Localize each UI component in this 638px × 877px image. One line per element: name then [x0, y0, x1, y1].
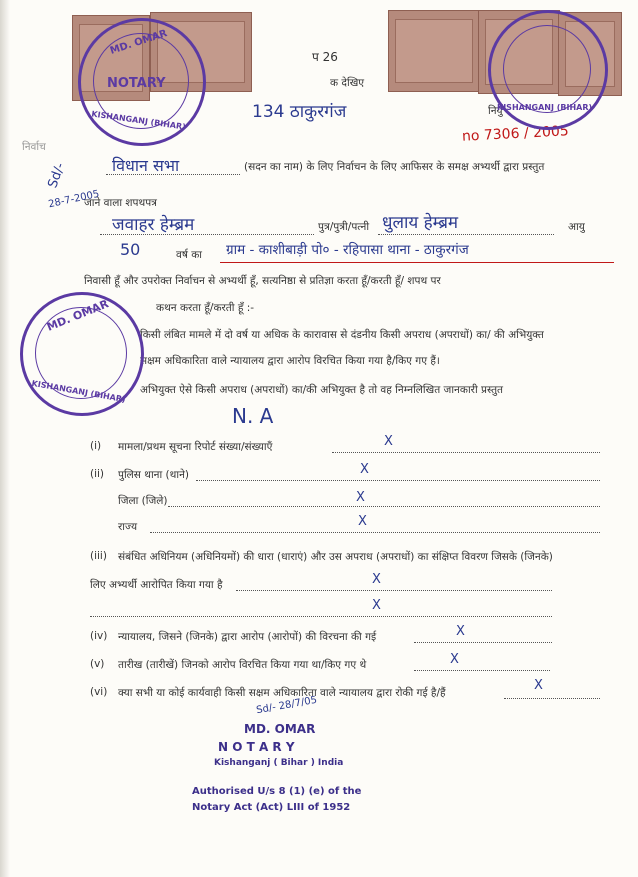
notary-seal-right: KISHANGANJ (BIHAR) — [488, 10, 608, 130]
item-3-num: (iii) — [90, 550, 107, 562]
relation-label: पुत्र/पुत्री/पत्नी — [318, 221, 370, 233]
age-value: 50 — [120, 240, 141, 259]
age-label: आयु — [568, 221, 585, 233]
item-2c-line — [150, 532, 600, 533]
item-5-label: तारीख (तारीखें) जिनको आरोप विरचित किया गया था/किए गए थे — [118, 659, 367, 671]
item-2b-mark: X — [356, 490, 365, 505]
item-2c-mark: X — [358, 514, 367, 529]
item-6-label: क्या सभी या कोई कार्यवाही किसी सक्षम अधिकारिता वाले न्यायालय द्वारा रोकी गई है/हैं — [118, 687, 446, 699]
item-6-line — [504, 698, 600, 699]
item-4-label: न्यायालय, जिसने (जिनके) द्वारा आरोप (आरोपों) की विरचना की गई — [118, 631, 377, 643]
address-value: ग्राम - काशीबाड़ी पो० - रहिपासा थाना - ठाकुरगंज — [226, 242, 469, 258]
para-if-accused: अभियुक्त ऐसे किसी अपराध (अपराधों) का/की अभियुक्त है तो वह निम्नलिखित जानकारी प्रस्तुत — [140, 384, 504, 396]
item-2c-label: राज्य — [118, 521, 138, 533]
father-name-line — [378, 234, 554, 235]
para-residence: निवासी हूँ और उपरोक्त निर्वाचन से अभ्यर्थी हूँ, सत्यनिष्ठा से प्रतिज्ञा करता हूँ/करती हूँ/ शपथ पर — [84, 275, 441, 287]
item-6-initials: Sd/- 28/7/05 — [255, 694, 318, 717]
notary-auth-2: Notary Act (Act) LIII of 1952 — [192, 802, 351, 813]
item-3-mark-2: X — [372, 598, 381, 613]
para-court: सक्षम अधिकारिता वाले न्यायालय द्वारा आरोप विरचित किया गया है/किए गए हैं। — [140, 355, 440, 367]
item-6-mark: X — [534, 678, 543, 693]
notary-title: N O T A R Y — [218, 740, 295, 754]
margin-signature: Sd/- — [45, 160, 69, 191]
item-1-mark: X — [384, 434, 393, 449]
item-2-num: (ii) — [90, 468, 105, 480]
address-line — [220, 262, 614, 263]
house-blank — [106, 174, 240, 175]
item-5-num: (v) — [90, 658, 105, 670]
item-3-line2: लिए अभ्यर्थी आरोपित किया गया है — [90, 579, 223, 591]
item-2b-line — [168, 506, 600, 507]
notary-seal-middle: MD. OMAR KISHANGANJ (BIHAR) — [20, 292, 144, 416]
item-2-label: पुलिस थाना (थाने) — [118, 469, 190, 481]
item-3-line1: संबंधित अधिनियम (अधिनियमों) की धारा (धाराएं) और उस अपराध (अपराधों) का संक्षिप्त विवरण जिसके (जिनके) — [118, 551, 553, 563]
item-5-mark: X — [450, 652, 459, 667]
years-label: वर्ष का — [176, 249, 203, 261]
item-1-num: (i) — [90, 440, 102, 452]
item-4-mark: X — [456, 624, 465, 639]
item-1-label: मामला/प्रथम सूचना रिपोर्ट संख्या/संख्याएँ — [118, 441, 273, 453]
item-3-mark-1: X — [372, 572, 381, 587]
left-fragment: निर्वाच — [22, 141, 46, 153]
deponent-name: जवाहर हेम्ब्रम — [112, 215, 195, 235]
item-2b-label: जिला (जिले) — [118, 495, 168, 507]
header-right-fragment: नियु — [488, 105, 503, 117]
item-5-line — [414, 670, 550, 671]
item-1-line — [332, 452, 600, 453]
header-fragment: क देखिए — [330, 77, 365, 89]
father-name: धुलाय हेम्ब्रम — [382, 213, 459, 233]
notary-place: Kishanganj ( Bihar ) India — [214, 758, 344, 768]
item-4-num: (iv) — [90, 630, 108, 642]
item-6-num: (vi) — [90, 686, 108, 698]
margin-date: 28-7-2005 — [47, 188, 101, 211]
notary-seal-top: MD. OMAR NOTARY KISHANGANJ (BIHAR) — [78, 18, 206, 146]
para-pending-case: किसी लंबित मामले में दो वर्ष या अधिक के कारावास से दंडनीय किसी अपराध (अपराधों) का/ की अभियुक्त — [140, 329, 544, 341]
handwritten-constituency: 134 ठाकुरगंज — [252, 102, 347, 122]
item-4-line — [414, 642, 552, 643]
house-name: विधान सभा — [112, 156, 180, 175]
line1-text: (सदन का नाम) के लिए निर्वाचन के लिए आफिसर के समक्ष अभ्यर्थी द्वारा प्रस्तुत — [244, 161, 545, 173]
line2-text: जाने वाला शपथपत्र — [84, 197, 157, 209]
item-3-line-a — [236, 590, 552, 591]
item-2-line — [196, 480, 600, 481]
red-reference-number: no 7306 / 2005 — [461, 123, 570, 145]
item-3-line-b — [90, 616, 552, 617]
not-applicable: N. A — [232, 404, 274, 428]
deponent-name-line — [100, 234, 314, 235]
form-ref: प 26 — [312, 50, 338, 64]
notary-name: MD. OMAR — [244, 722, 316, 736]
page-edge — [0, 0, 10, 877]
item-2-mark: X — [360, 462, 369, 477]
revenue-stamp-3 — [388, 10, 480, 92]
notary-auth-1: Authorised U/s 8 (1) (e) of the — [192, 786, 362, 797]
para-statement: कथन करता हूँ/करती हूँ :- — [156, 302, 255, 314]
